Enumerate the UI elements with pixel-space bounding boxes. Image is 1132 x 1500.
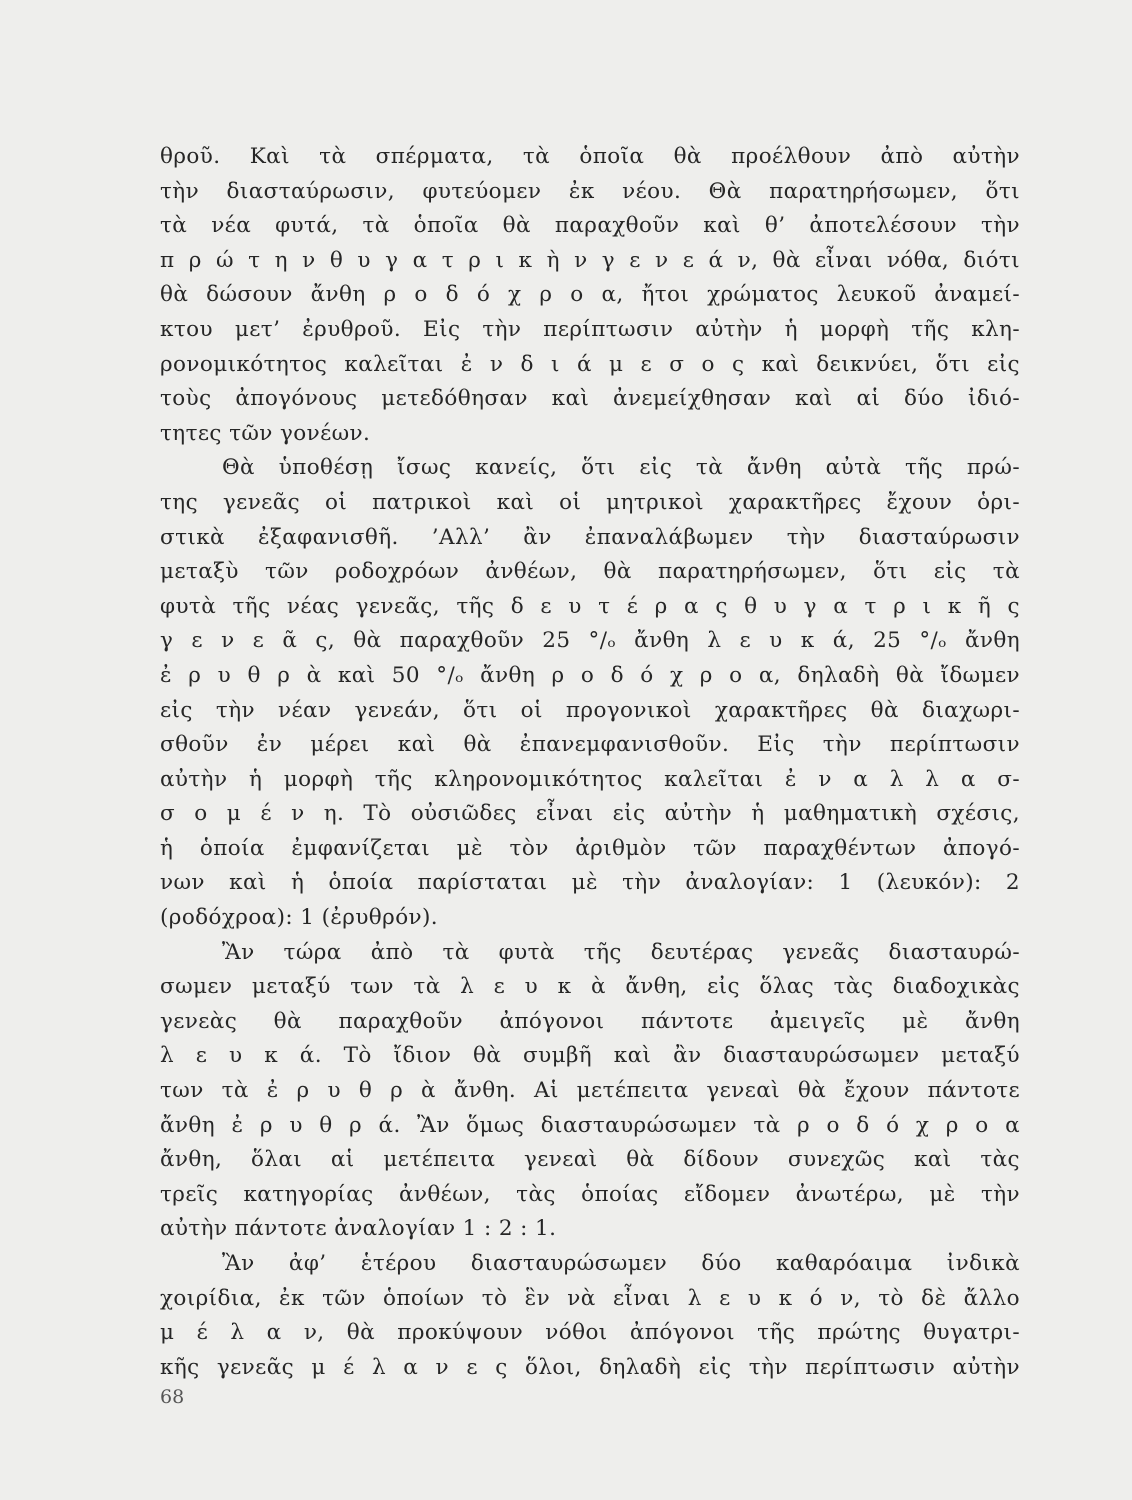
text-line: κτου μετ’ ἐρυθροῦ. Εἰς τὴν περίπτωσιν αὐτὴν ἡ μορφὴ τῆς κλη- bbox=[160, 316, 1020, 342]
text-line: αὐτὴν πάντοτε ἀναλογίαν 1 : 2 : 1. bbox=[160, 1216, 557, 1242]
text-line: θὰ δώσουν ἄνθη ρ ο δ ό χ ρ ο α, ἤτοι χρώματος λευκοῦ ἀναμεί- bbox=[160, 282, 1020, 308]
text-line: γενεὰς θὰ παραχθοῦν ἀπόγονοι πάντοτε ἀμειγεῖς μὲ ἄνθη bbox=[160, 1008, 1020, 1034]
text-line: ἐ ρ υ θ ρ ὰ καὶ 50 °/ₒ ἄνθη ρ ο δ ό χ ρ ο α, δηλαδὴ θὰ ἴδωμεν bbox=[160, 662, 1020, 688]
paragraph bbox=[160, 1247, 1020, 1385]
text-line: γ ε ν ε ᾶ ς, θὰ παραχθοῦν 25 °/ₒ ἄνθη λ ε υ κ ά, 25 °/ₒ ἄνθη bbox=[160, 628, 1020, 654]
paragraph bbox=[160, 140, 1020, 451]
text-line: των τὰ ἐ ρ υ θ ρ ὰ ἄνθη. Αἱ μετέπειτα γενεαὶ θὰ ἔχουν πάντοτε bbox=[160, 1078, 1020, 1104]
text-line: ἡ ὁποία ἐμφανίζεται μὲ τὸν ἀριθμὸν τῶν παραχθέντων ἀπογό- bbox=[160, 835, 1020, 861]
text-line: στικὰ ἐξαφανισθῆ. ’Αλλ’ ἂν ἐπαναλάβωμεν τὴν διασταύρωσιν bbox=[160, 524, 1020, 550]
text-line: ἄνθη ἐ ρ υ θ ρ ά. Ἂν ὅμως διασταυρώσωμεν τὰ ρ ο δ ό χ ρ ο α bbox=[160, 1112, 1020, 1138]
text-line: τὰ νέα φυτά, τὰ ὁποῖα θὰ παραχθοῦν καὶ θ’ ἀποτελέσουν τὴν bbox=[160, 213, 1020, 239]
text-line: Ἂν τώρα ἀπὸ τὰ φυτὰ τῆς δευτέρας γενεᾶς διασταυρώ- bbox=[222, 939, 1020, 965]
text-line: π ρ ώ τ η ν θ υ γ α τ ρ ι κ ὴ ν γ ε ν ε ά ν, θὰ εἶναι νόθα, διότι bbox=[160, 247, 1020, 273]
text-line: τὴν διασταύρωσιν, φυτεύομεν ἐκ νέου. Θὰ παρατηρήσωμεν, ὅτι bbox=[160, 178, 1020, 204]
paragraph bbox=[160, 451, 1020, 935]
text-line: λ ε υ κ ά. Τὸ ἴδιον θὰ συμβῆ καὶ ἂν διασταυρώσωμεν μεταξύ bbox=[160, 1043, 1020, 1069]
text-line: της γενεᾶς οἱ πατρικοὶ καὶ οἱ μητρικοὶ χαρακτῆρες ἔχουν ὁρι- bbox=[160, 489, 1020, 515]
text-line: θροῦ. Καὶ τὰ σπέρματα, τὰ ὁποῖα θὰ προέλθουν ἀπὸ αὐτὴν bbox=[160, 144, 1020, 169]
text-line: Θὰ ὑποθέσῃ ἴσως κανείς, ὅτι εἰς τὰ ἄνθη αὐτὰ τῆς πρώ- bbox=[222, 455, 1020, 481]
text-line: κῆς γενεᾶς μ έ λ α ν ε ς ὅλοι, δηλαδὴ εἰς τὴν περίπτωσιν αὐτὴν bbox=[160, 1354, 1020, 1380]
text-line: νων καὶ ἡ ὁποία παρίσταται μὲ τὴν ἀναλογίαν: 1 (λευκόν): 2 bbox=[160, 870, 1020, 896]
text-line: φυτὰ τῆς νέας γενεᾶς, τῆς δ ε υ τ έ ρ α ς θ υ γ α τ ρ ι κ ῆ ς bbox=[160, 593, 1020, 619]
text-line: τητες τῶν γονέων. bbox=[160, 420, 371, 446]
text-line: ρονομικότητος καλεῖται ἐ ν δ ι ά μ ε σ ο ς καὶ δεικνύει, ὅτι εἰς bbox=[160, 351, 1020, 377]
text-line: σθοῦν ἐν μέρει καὶ θὰ ἐπανεμφανισθοῦν. Εἰς τὴν περίπτωσιν bbox=[160, 732, 1020, 758]
text-line: μ έ λ α ν, θὰ προκύψουν νόθοι ἀπόγονοι τῆς πρώτης θυγατρι- bbox=[160, 1320, 1020, 1346]
text-line: μεταξὺ τῶν ροδοχρόων ἀνθέων, θὰ παρατηρήσωμεν, ὅτι εἰς τὰ bbox=[160, 559, 1020, 585]
text-line: σ ο μ έ ν η. Τὸ οὐσιῶδες εἶναι εἰς αὐτὴν ἡ μαθηματικὴ σχέσις, bbox=[160, 801, 1020, 827]
page-body bbox=[160, 140, 1020, 1385]
text-line: τρεῖς κατηγορίας ἀνθέων, τὰς ὁποίας εἴδομεν ἀνωτέρω, μὲ τὴν bbox=[160, 1181, 1020, 1207]
text-line: χοιρίδια, ἐκ τῶν ὁποίων τὸ ἓν νὰ εἶναι λ ε υ κ ό ν, τὸ δὲ ἄλλο bbox=[160, 1285, 1020, 1311]
text-line: (ροδόχροα): 1 (ἐρυθρόν). bbox=[160, 905, 439, 931]
text-line: σωμεν μεταξύ των τὰ λ ε υ κ ὰ ἄνθη, εἰς ὅλας τὰς διαδοχικὰς bbox=[160, 974, 1020, 1000]
page-number: 68 bbox=[160, 1386, 185, 1408]
text-line: τοὺς ἀπογόνους μετεδόθησαν καὶ ἀνεμείχθησαν καὶ αἱ δύο ἰδιό- bbox=[160, 386, 1020, 412]
text-line: εἰς τὴν νέαν γενεάν, ὅτι οἱ προγονικοὶ χαρακτῆρες θὰ διαχωρι- bbox=[160, 697, 1020, 723]
text-line: αὐτὴν ἡ μορφὴ τῆς κληρονομικότητος καλεῖται ἐ ν α λ λ α σ- bbox=[160, 766, 1020, 792]
text-line: Ἂν ἀφ’ ἑτέρου διασταυρώσωμεν δύο καθαρόαιμα ἰνδικὰ bbox=[222, 1251, 1020, 1276]
paragraph bbox=[160, 936, 1020, 1247]
text-line: ἄνθη, ὅλαι αἱ μετέπειτα γενεαὶ θὰ δίδουν συνεχῶς καὶ τὰς bbox=[160, 1147, 1020, 1173]
